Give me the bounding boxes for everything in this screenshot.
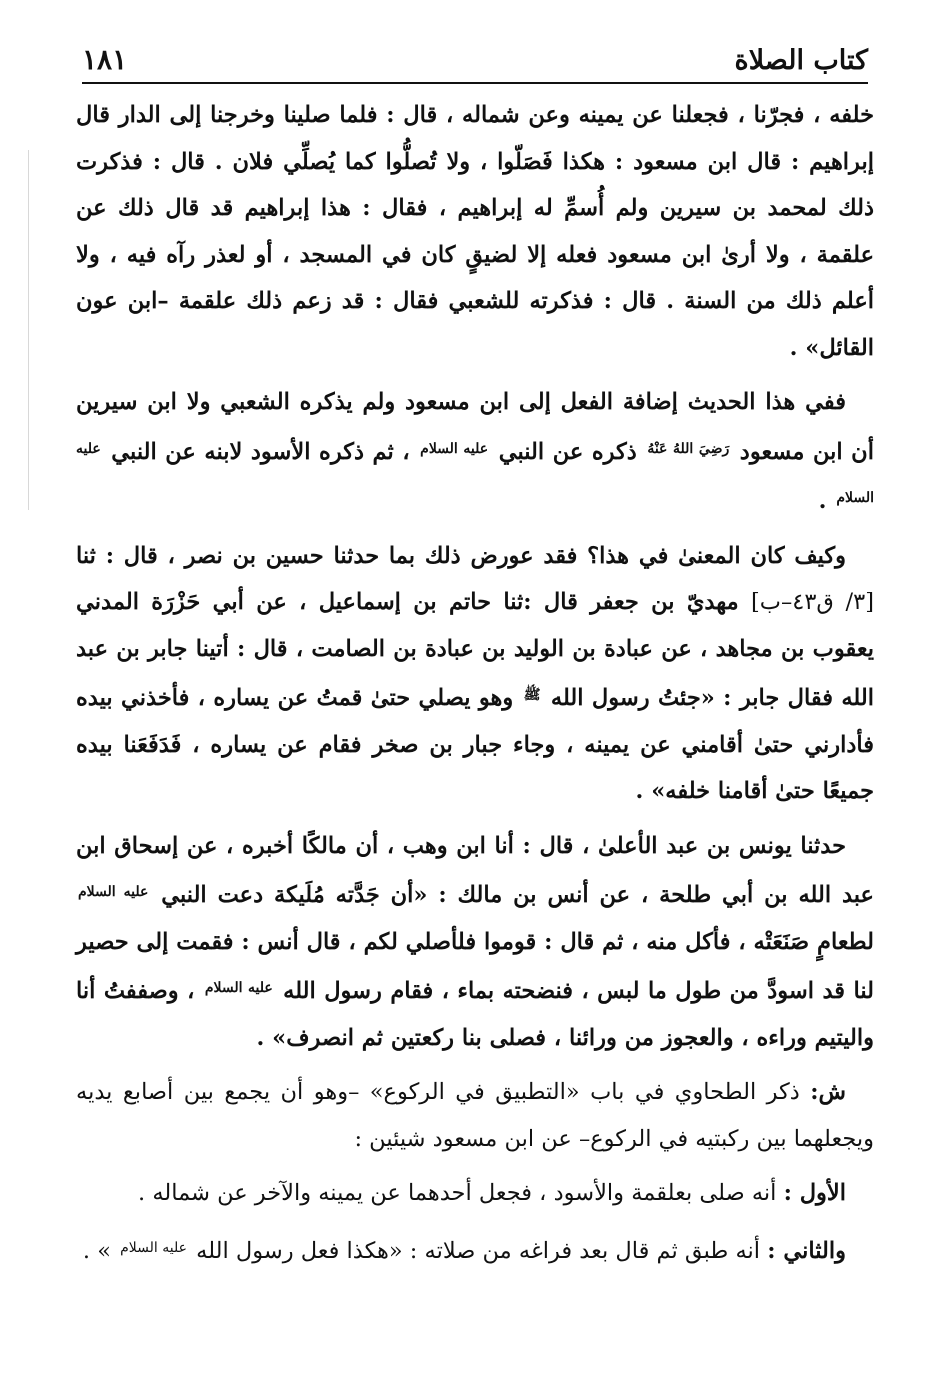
paragraph-4-text-a: حدثنا يونس بن عبد الأعلىٰ ، قال : أنا ابن وهب ، أن مالكًا أخبره ، عن إسحاق ابن عبد الله بن أبي طلحة ، عن أنس بن مالك : «أن جَدَّته مُلَيكة دعت النبي bbox=[76, 832, 874, 908]
paragraph-6-text: أنه صلى بعلقمة والأسود ، فجعل أحدهما عن يمينه والآخر عن شماله . bbox=[138, 1180, 777, 1206]
page-header bbox=[82, 32, 868, 76]
second-point-label: والثاني : bbox=[767, 1237, 846, 1264]
header-rule bbox=[82, 82, 868, 84]
paragraph-1-text: خلفه ، فجرّنا ، فجعلنا عن يمينه وعن شماله ، قال : فلما صلينا وخرجنا إلى الدار قال إبراهيم : قال ابن مسعود : هكذا فَصَلّوا ، ولا تُصلُّوا كما يُصلِّي فلان . قال : فذكرت ذلك لمحمد بن سيرين ولم أُسمِّ له إبراهيم ، فقال : هذا إبراهيم قد قال ذلك عن علقمة ، ولا أرىٰ ابن مسعود فعله إلا لضيقٍ كان في المسجد ، أو لعذر رآه فيه ، ولا أعلم ذلك من السنة . قال : فذكرته للشعبي فقال : قد زعم ذلك علقمة –ابن عون القائل» . bbox=[76, 102, 874, 361]
paragraph-7 bbox=[76, 1225, 874, 1275]
paragraph-4-text-b: لطعامٍ صَنَعَتْه ، فأكل منه ، ثم قال : قوموا فلأصلي لكم ، قال أنس : فقمت إلى حصير لنا قد اسودَّ من طول ما لبس ، فنضحته بماء ، فقام رسول الله bbox=[76, 928, 874, 1004]
paragraph-4 bbox=[76, 823, 874, 1062]
paragraph-5 bbox=[76, 1069, 874, 1162]
scan-edge-mark bbox=[28, 150, 29, 510]
honorific-alayhi-salam-5: عليه السلام bbox=[120, 1239, 187, 1256]
paragraph-6 bbox=[76, 1170, 874, 1217]
paragraph-2-text-b: ذكره عن النبي bbox=[498, 438, 637, 465]
first-point-label: الأول : bbox=[783, 1180, 846, 1206]
paragraph-2-end: . bbox=[818, 488, 827, 514]
paragraph-3-text-b: مهديّ بن جعفر قال :ثنا حاتم بن إسماعيل ، عن أبي حَزْرَة المدني يعقوب بن مجاهد ، عن عبادة بن الوليد بن عبادة بن الصامت ، قال : أتينا جابر بن عبد الله فقال جابر : «جئتُ رسول الله bbox=[76, 589, 874, 711]
paragraph-3 bbox=[76, 533, 874, 815]
commentary-marker: ش: bbox=[810, 1079, 846, 1105]
manuscript-reference: [٣/ ق٤٣–ب] bbox=[751, 589, 874, 615]
honorific-alayhi-salam-4: عليه السلام bbox=[204, 980, 273, 996]
paragraph-1 bbox=[76, 92, 874, 371]
honorific-salla-allahu: ﷺ bbox=[523, 687, 541, 703]
paragraph-7-text: أنه طبق ثم قال بعد فراغه من صلاته : «هكذا فعل رسول الله bbox=[196, 1237, 761, 1264]
paragraph-3-text-c: وهو يصلي حتىٰ قمتُ عن يساره ، فأخذني بيده فأدارني حتىٰ أقامني عن يمينه ، وجاء جبار بن صخر فقام عن يساره ، فَدَفَعَنا بيده جميعًا حتىٰ أقامنا خلفه» . bbox=[76, 685, 874, 804]
honorific-alayhi-salam-1: عليه السلام bbox=[420, 440, 489, 457]
paragraph-2-text-c: ، ثم ذكره الأسود لابنه عن النبي bbox=[111, 438, 410, 465]
honorific-alayhi-salam-3: عليه السلام bbox=[78, 884, 149, 900]
paragraph-2 bbox=[76, 379, 874, 525]
paragraph-7-end: » . bbox=[82, 1237, 111, 1264]
honorific-alayhi-salam-2: عليه السلام bbox=[76, 440, 874, 506]
paragraph-2-text-a: ففي هذا الحديث إضافة الفعل إلى ابن مسعود ولم يذكره الشعبي ولا ابن سيرين أن ابن مسعود bbox=[76, 389, 874, 465]
honorific-radiyallahu-anhu: رَضِيَ اللهُ عَنْهُ bbox=[647, 440, 730, 457]
paragraph-3-text-a: وكيف كان المعنىٰ في هذا؟ فقد عورض ذلك بما حدثنا حسين بن نصر ، قال : ثنا bbox=[76, 542, 846, 569]
running-title: كتاب الصلاة bbox=[734, 45, 868, 76]
page-number: ١٨١ bbox=[82, 43, 128, 76]
paragraph-5-text: ذكر الطحاوي في باب «التطبيق في الركوع» –وهو أن يجمع بين أصابع يديه ويجعلهما بين ركبتيه في الركوع– عن ابن مسعود شيئين : bbox=[76, 1079, 874, 1152]
paragraph-4-text-c: ، وصففتُ أنا واليتيم وراءه ، والعجوز من ورائنا ، فصلى بنا ركعتين ثم انصرف» . bbox=[76, 978, 874, 1051]
body-text bbox=[76, 92, 874, 1282]
